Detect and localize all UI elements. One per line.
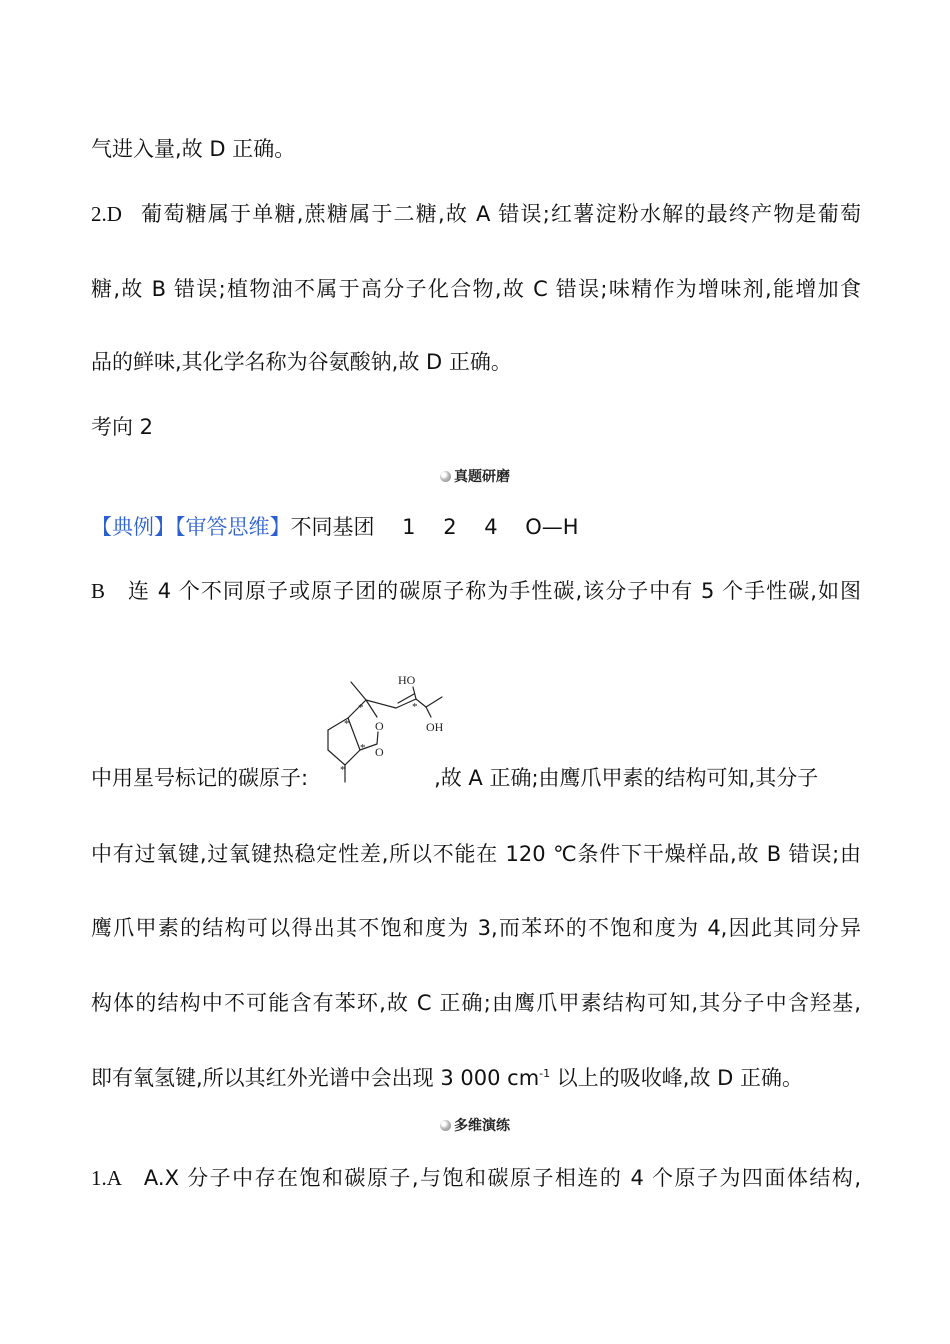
section-title: 真题研磨 — [454, 469, 510, 485]
answer-2-text: 葡萄糖属于单糖,蔗糖属于二糖,故 A 错误;红薯淀粉水解的最终产物是葡萄 — [139, 202, 861, 226]
explanation-line-5: 构体的结构中不可能含有苯环,故 C 正确;由鹰爪甲素结构可知,其分子中含羟基, — [91, 991, 861, 1015]
chiral-star-2: * — [358, 702, 364, 714]
oh-label: OH — [426, 720, 444, 734]
example-answers: 不同基团 1 2 4 O—H — [290, 515, 579, 539]
oxygen-label-2: O — [375, 745, 384, 759]
answer-letter: B — [91, 579, 106, 603]
section-bullet-icon — [440, 471, 451, 482]
example-tag: 【典例】 — [91, 515, 175, 539]
section-title: 多维演练 — [454, 1118, 510, 1134]
section-kaoxiang-2: 考向 2 — [91, 415, 154, 439]
section-heading-zhenti — [0, 467, 950, 487]
explanation-text-2a: 中用星号标记的碳原子: — [91, 766, 309, 790]
chiral-star-3: * — [340, 764, 346, 776]
explanation-line-4: 鹰爪甲素的结构可以得出其不饱和度为 3,而苯环的不饱和度为 4,因此其同分异 — [91, 916, 861, 940]
explanation-line-6 — [91, 1063, 861, 1093]
oxygen-label-1: O — [375, 719, 384, 733]
section-heading-duowei — [0, 1116, 950, 1136]
answer-2-line-2: 糖,故 B 错误;植物油不属于高分子化合物,故 C 错误;味精作为增味剂,能增加食 — [91, 277, 861, 301]
answer-2-line-1 — [91, 199, 861, 229]
explanation-line-1 — [91, 576, 861, 606]
section-bullet-icon — [440, 1120, 451, 1131]
chiral-star-1: * — [344, 718, 350, 730]
explanation-text-6a: 即有氧氢键,所以其红外光谱中会出现 3 000 cm — [91, 1066, 540, 1090]
explanation-text: 连 4 个不同原子或原子团的碳原子称为手性碳,该分子中有 5 个手性碳,如图 — [127, 579, 861, 603]
example-line — [91, 512, 861, 542]
superscript-minus-1: -1 — [539, 1067, 551, 1080]
answer-2-line-3: 品的鲜味,其化学名称为谷氨酸钠,故 D 正确。 — [91, 350, 512, 374]
practice-text: A.X 分子中存在饱和碳原子,与饱和碳原子相连的 4 个原子为四面体结构, — [143, 1166, 861, 1190]
chiral-star-4: * — [360, 742, 366, 754]
explanation-text-2b: ,故 A 正确;由鹰爪甲素的结构可知,其分子 — [434, 766, 819, 790]
ho-label: HO — [398, 673, 416, 687]
explanation-text-6b: 以上的吸收峰,故 D 正确。 — [550, 1066, 803, 1090]
practice-number: 1.A — [91, 1166, 122, 1190]
thinking-tag: 【审答思维】 — [175, 515, 291, 539]
answer-number: 2.D — [91, 202, 122, 226]
explanation-line-2 — [91, 763, 861, 793]
explanation-line-3: 中有过氧键,过氧键热稳定性差,所以不能在 120 ℃条件下干燥样品,故 B 错误;由 — [91, 842, 861, 866]
text-line-1: 气进入量,故 D 正确。 — [91, 137, 296, 161]
practice-line-1 — [91, 1163, 861, 1193]
chiral-star-5: * — [412, 701, 418, 713]
